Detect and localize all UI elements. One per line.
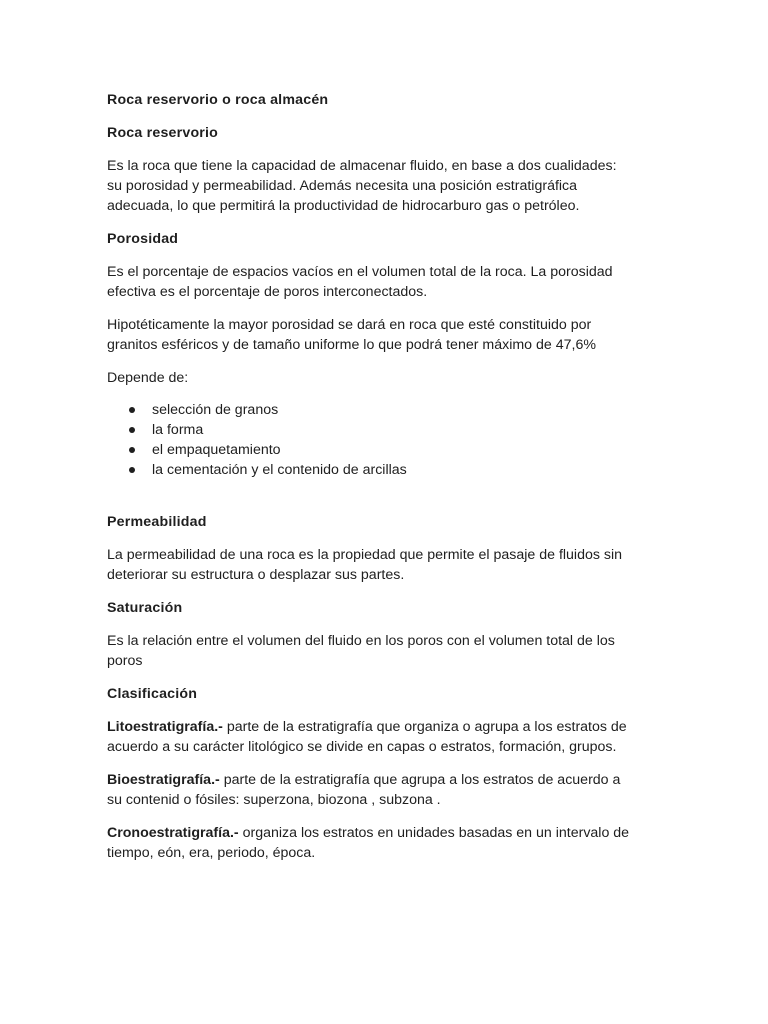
paragraph-depende-de: Depende de: [107,370,189,386]
paragraph-saturacion [107,631,667,671]
bullet-icon [129,407,135,413]
term-litoestratigrafia: Litoestratigrafía.- [107,719,223,735]
document-page [107,90,667,876]
text-line: Es la roca que tiene la capacidad de almacenar fluido, en base a dos cualidades: [107,158,617,174]
text-line: organiza los estratos en unidades basadas en un intervalo de [238,825,630,841]
paragraph-porosidad-definicion [107,262,667,302]
paragraph-litoestratigrafia [107,717,667,757]
text-line: parte de la estratigrafía que agrupa a los estratos de acuerdo a [219,772,621,788]
text-line: tiempo, eón, era, periodo, época. [107,845,316,861]
text-line: acuerdo a su carácter litológico se divide en capas o estratos, formación, grupos. [107,739,617,755]
paragraph-roca-reservorio [107,156,667,216]
heading-clasificacion: Clasificación [107,686,198,702]
list-item-text: la cementación y el contenido de arcillas [152,462,407,478]
bullet-list-factores [107,400,667,480]
bullet-icon [129,447,135,453]
text-line: su contenid o fósiles: superzona, biozona , subzona . [107,792,441,808]
term-cronoestratigrafia: Cronoestratigrafía.- [107,825,239,841]
bullet-icon [129,427,135,433]
heading-saturacion: Saturación [107,600,183,616]
heading-permeabilidad: Permeabilidad [107,514,207,530]
text-line: efectiva es el porcentaje de poros interconectados. [107,284,428,300]
paragraph-cronoestratigrafia [107,823,667,863]
list-item-text: la forma [152,422,204,438]
heading-roca-reservorio: Roca reservorio [107,125,219,141]
list-item-text: el empaquetamiento [152,442,281,458]
bullet-icon [129,467,135,473]
blank-line [107,480,667,512]
text-line: adecuada, lo que permitirá la productividad de hidrocarburo gas o petróleo. [107,198,580,214]
text-line: su porosidad y permeabilidad. Además necesita una posición estratigráfica [107,178,578,194]
text-line: Es la relación entre el volumen del fluido en los poros con el volumen total de los [107,633,615,649]
text-line: deteriorar su estructura o desplazar sus partes. [107,567,405,583]
text-line: poros [107,653,143,669]
text-line: granitos esféricos y de tamaño uniforme lo que podrá tener máximo de 47,6% [107,337,596,353]
text-line: La permeabilidad de una roca es la propiedad que permite el pasaje de fluidos sin [107,547,623,563]
heading-porosidad: Porosidad [107,231,179,247]
term-bioestratigrafia: Bioestratigrafía.- [107,772,220,788]
paragraph-porosidad-hipotetica [107,315,667,355]
list-item [107,420,667,440]
paragraph-bioestratigrafia [107,770,667,810]
text-line: Hipotéticamente la mayor porosidad se dará en roca que esté constituido por [107,317,592,333]
list-item [107,400,667,420]
list-item-text: selección de granos [152,402,279,418]
list-item [107,460,667,480]
list-item [107,440,667,460]
text-line: parte de la estratigrafía que organiza o agrupa a los estratos de [222,719,627,735]
paragraph-permeabilidad [107,545,667,585]
document-title: Roca reservorio o roca almacén [107,92,329,108]
text-line: Es el porcentaje de espacios vacíos en el volumen total de la roca. La porosidad [107,264,613,280]
